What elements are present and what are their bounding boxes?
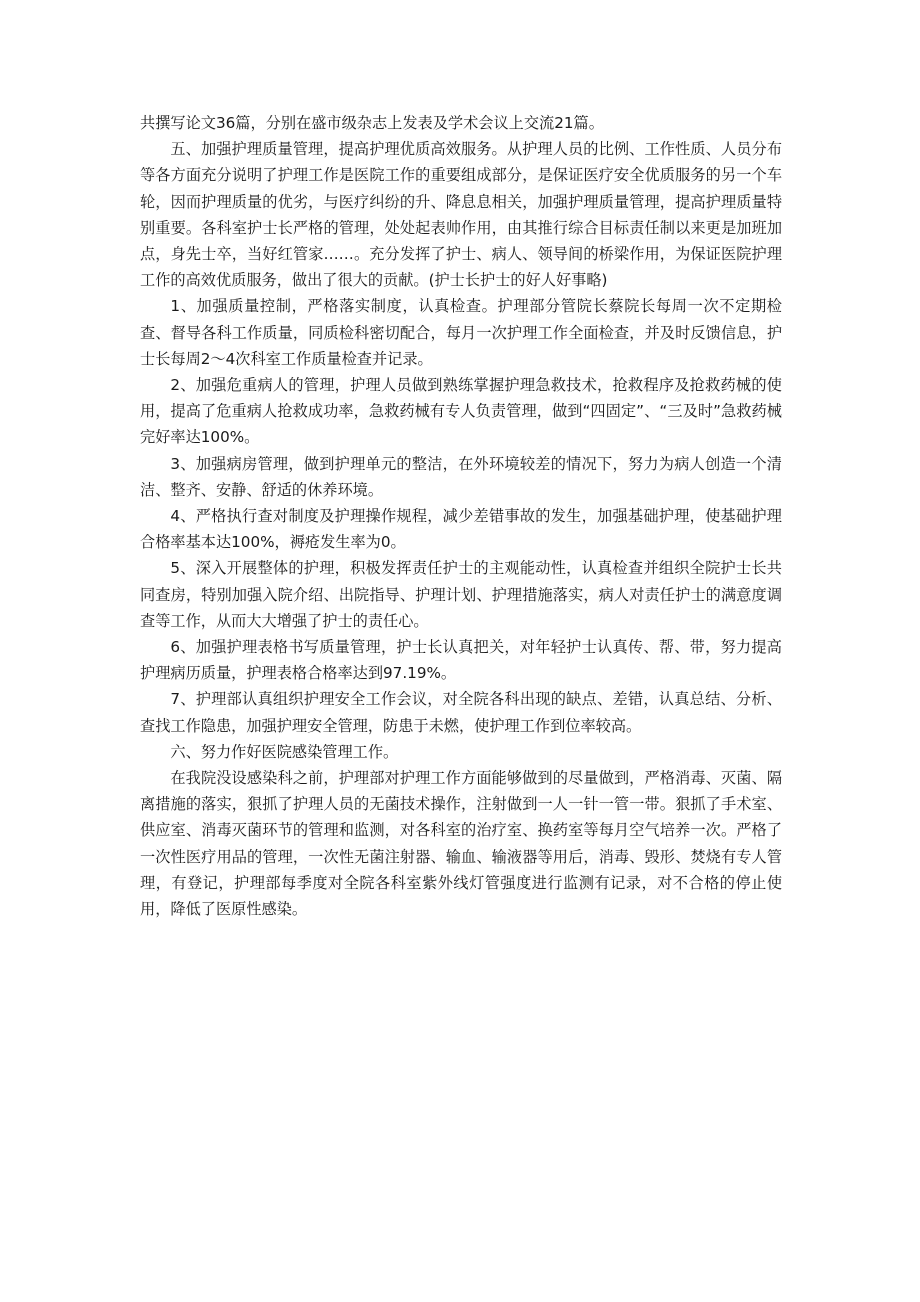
paragraph-infection-control: 在我院没设感染科之前，护理部对护理工作方面能够做到的尽量做到，严格消毒、灭菌、隔离措施的落实，狠抓了护理人员的无菌技术操作，注射做到一人一针一管一带。狠抓了手术室、供应室、消毒灭菌环节的管理和监测，对各科室的治疗室、换药室等每月空气培养一次。严格了一次性医疗用品的管理，一次性无菌注射器、输血、输液器等用后，消毒、毁形、焚烧有专人管理，有登记，护理部每季度对全院各科室紫外线灯管强度进行监测有记录，对不合格的停止使用，降低了医原性感染。 — [140, 769, 782, 919]
paragraph-section-six: 六、努力作好医院感染管理工作。 — [170, 742, 399, 761]
paragraph-item-2: 2、加强危重病人的管理，护理人员做到熟练掌握护理急救技术，抢救程序及抢救药械的使用，提高了危重病人抢救成功率，急救药械有专人负责管理，做到“四固定”、“三及时”急救药械完好率达100%。 — [140, 376, 782, 447]
document-body — [140, 110, 782, 922]
paragraph-item-5: 5、深入开展整体的护理，积极发挥责任护士的主观能动性，认真检查并组织全院护士长共同查房，特别加强入院介绍、出院指导、护理计划、护理措施落实，病人对责任护士的满意度调查等工作，从而大大增强了护士的责任心。 — [140, 559, 782, 630]
paragraph-item-4: 4、严格执行查对制度及护理操作规程，减少差错事故的发生，加强基础护理，使基础护理合格率基本达100%，褥疮发生率为0。 — [140, 507, 782, 552]
paragraph-item-1: 1、加强质量控制，严格落实制度，认真检查。护理部分管院长蔡院长每周一次不定期检查、督导各科工作质量，同质检科密切配合，每月一次护理工作全面检查，并及时反馈信息，护士长每周2～4次科室工作质量检查并记录。 — [140, 297, 782, 368]
paragraph-item-3: 3、加强病房管理，做到护理单元的整洁，在外环境较差的情况下，努力为病人创造一个清洁、整齐、安静、舒适的休养环境。 — [140, 454, 782, 499]
paragraph-section-five: 五、加强护理质量管理，提高护理优质高效服务。从护理人员的比例、工作性质、人员分布等各方面充分说明了护理工作是医院工作的重要组成部分，是保证医疗安全优质服务的另一个车轮，因而护理质量的优劣，与医疗纠纷的升、降息息相关，加强护理质量管理，提高护理质量特别重要。各科室护士长严格的管理，处处起表帅作用，由其推行综合目标责任制以来更是加班加点，身先士卒，当好红管家……。充分发挥了护士、病人、领导间的桥梁作用，为保证医院护理工作的高效优质服务，做出了很大的贡献。(护士长护士的好人好事略) — [140, 140, 782, 290]
paragraph-item-6: 6、加强护理表格书写质量管理，护士长认真把关，对年轻护士认真传、帮、带，努力提高护理病历质量，护理表格合格率达到97.19%。 — [140, 638, 782, 683]
paragraph-continuation: 共撰写论文36篇，分别在盛市级杂志上发表及学术会议上交流21篇。 — [140, 114, 604, 132]
paragraph-item-7: 7、护理部认真组织护理安全工作会议，对全院各科出现的缺点、差错，认真总结、分析、查找工作隐患，加强护理安全管理，防患于未燃，使护理工作到位率较高。 — [140, 690, 782, 735]
